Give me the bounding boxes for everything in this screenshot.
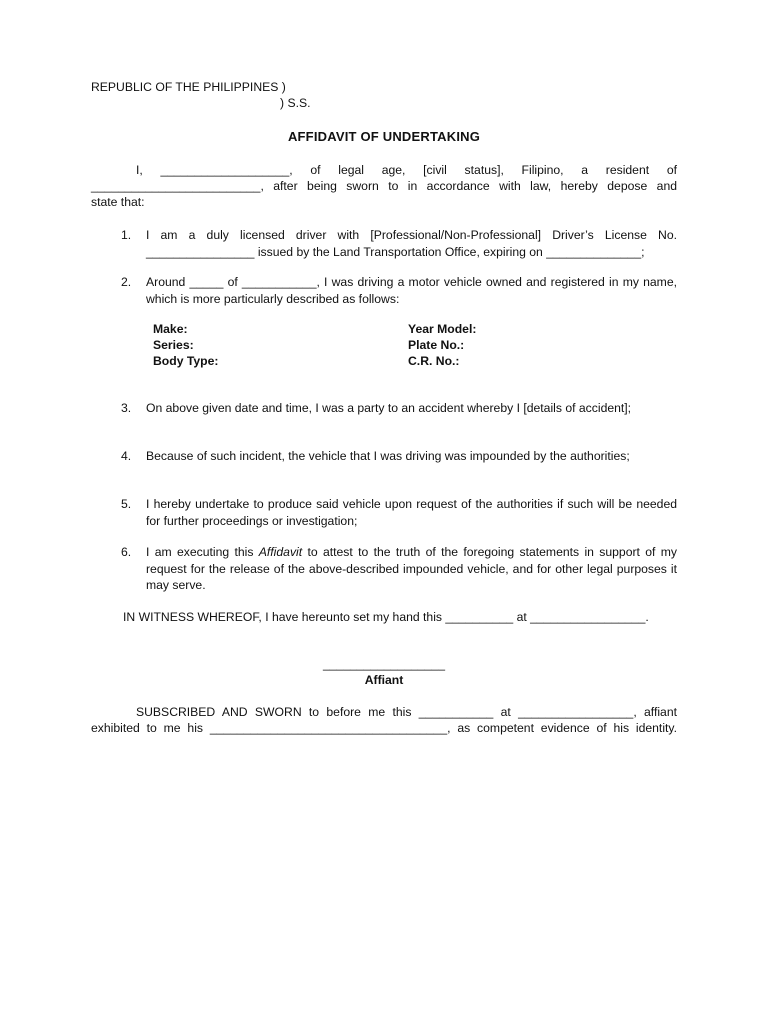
cr-no-label: C.R. No.:	[408, 354, 460, 368]
republic-line: REPUBLIC OF THE PHILIPPINES )	[91, 80, 286, 94]
list-item-number: 5.	[121, 497, 132, 511]
affiant-label: Affiant	[364, 673, 404, 687]
list-item-number: 6.	[121, 545, 132, 559]
body-type-label: Body Type:	[153, 354, 219, 368]
list-item-text	[146, 544, 677, 594]
list-item-4	[121, 448, 677, 465]
list-item-number: 3.	[121, 401, 132, 415]
list-item-text: On above given date and time, I was a party to an accident whereby I [details of accident];	[146, 401, 632, 415]
series-label: Series:	[153, 338, 194, 352]
plate-no-label: Plate No.:	[408, 338, 465, 352]
make-label: Make:	[153, 322, 188, 336]
list-item-text: Because of such incident, the vehicle that I was driving was impounded by the authorities;	[146, 449, 630, 463]
ss-line: ) S.S.	[280, 96, 311, 110]
item-6-text-end: to attest to the truth of the foregoing statements in support of my request for the release of the above-described impounded vehicle, and for other legal purposes it may serve.	[146, 545, 677, 592]
intro-line-3: state that:	[91, 195, 145, 209]
document-title: AFFIDAVIT OF UNDERTAKING	[287, 129, 481, 144]
list-item-text: I am a duly licensed driver with [Professional/Non-Professional] Driver’s License No. ________________ issued by the Land Transportation Office, expiring on ______________;	[146, 228, 677, 259]
list-item-3	[121, 400, 677, 417]
list-item-number: 1.	[121, 228, 132, 242]
affidavit-italic: Affidavit	[258, 545, 303, 559]
jurat-line-1: SUBSCRIBED AND SWORN to before me this ___________ at _________________, affiant	[136, 705, 677, 719]
list-item-text: Around _____ of ___________, I was driving a motor vehicle owned and registered in my name, which is more particularly described as follows:	[146, 275, 677, 306]
signature-line: __________________	[322, 657, 445, 671]
year-model-label: Year Model:	[408, 322, 477, 336]
vehicle-details	[153, 321, 513, 369]
jurat-line-2: exhibited to me his ___________________________________, as competent evidence of his identity.	[91, 721, 677, 735]
list-item-2	[121, 274, 677, 307]
intro-line-2: _________________________, after being sworn to in accordance with law, hereby depose and	[91, 179, 677, 193]
list-item-number: 4.	[121, 449, 132, 463]
list-item-6	[121, 544, 677, 594]
list-item-number: 2.	[121, 275, 132, 289]
witness-clause: IN WITNESS WHEREOF, I have hereunto set my hand this __________ at _________________.	[123, 610, 649, 624]
intro-line-1: I, ___________________, of legal age, [civil status], Filipino, a resident of	[136, 163, 677, 177]
list-item-1	[121, 227, 677, 260]
list-item-5	[121, 496, 677, 529]
item-6-text-start: I am executing this	[146, 545, 259, 559]
list-item-text: I hereby undertake to produce said vehicle upon request of the authorities if such will be needed for further proceedings or investigation;	[146, 497, 677, 528]
